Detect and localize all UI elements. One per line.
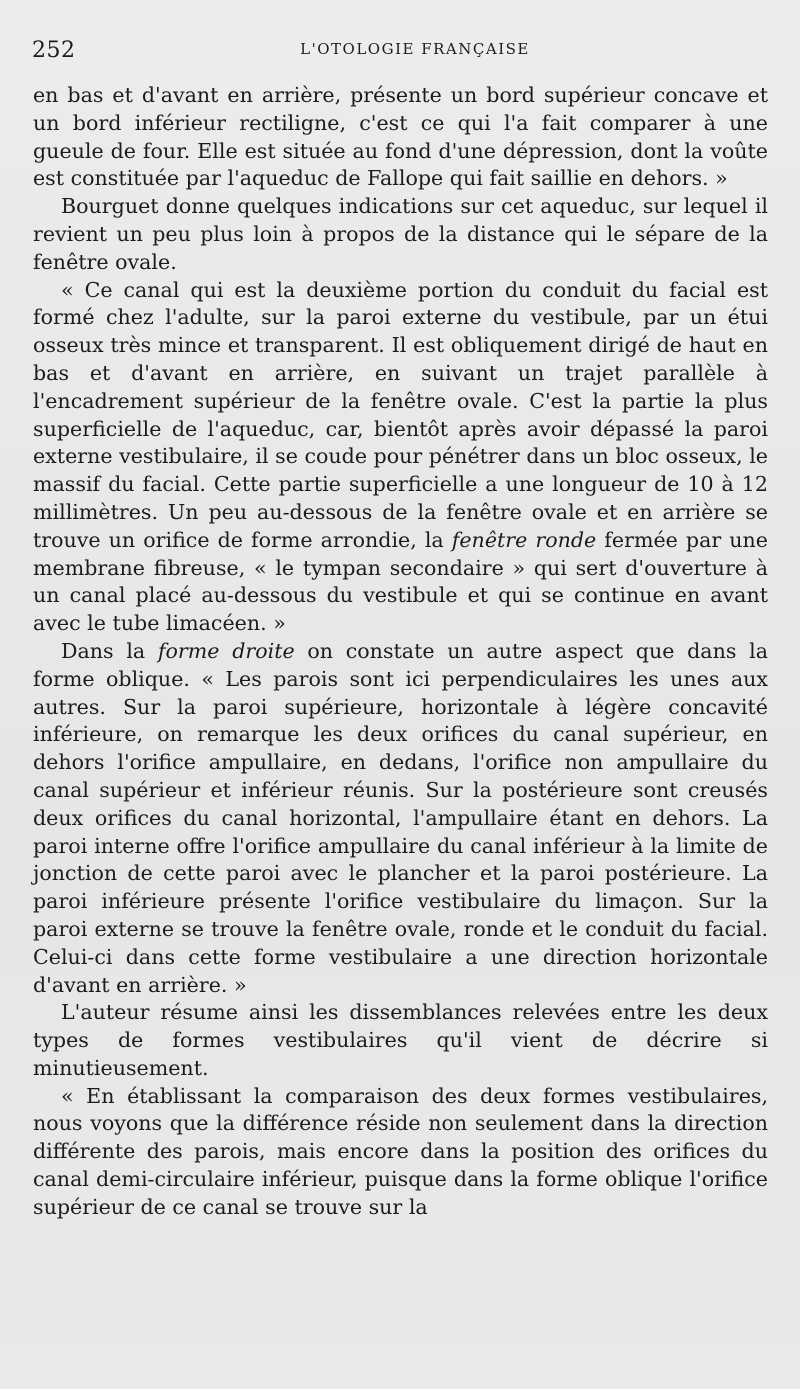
text-segment: Bourguet donne quelques indications sur cet aqueduc, sur lequel il revient un peu plus loin à propos de la distance qui le sépare de la fenêtre ovale. — [33, 194, 768, 274]
paragraph-5 — [33, 999, 768, 1082]
italic-term: forme droite — [157, 638, 295, 663]
page-number: 252 — [32, 38, 76, 63]
running-head: L'OTOLOGIE FRANÇAISE — [300, 40, 530, 58]
paragraph-1 — [33, 82, 768, 193]
paragraph-3 — [33, 277, 768, 638]
text-segment: en bas et d'avant en arrière, présente un bord supérieur concave et un bord inférieur rectiligne, c'est ce qui l'a fait comparer à une gueule de four. Elle est située au fond d'une dépression, dont la voûte est constituée par l'aqueduc de Fallope qui fait saillie en dehors. » — [33, 83, 768, 191]
text-segment: fermée par une membrane fibreuse, « le tympan secondaire » qui sert d'ouverture à un canal placé au-dessous du vestibule et qui se continue en avant avec le tube limacéen. » — [33, 527, 768, 636]
text-segment: Dans la — [61, 638, 158, 663]
paragraph-4 — [33, 638, 768, 999]
page-header — [32, 34, 768, 68]
italic-term: fenêtre ronde — [451, 527, 597, 552]
body-text — [33, 82, 768, 1222]
paragraph-6 — [33, 1083, 768, 1222]
text-segment: « Ce canal qui est la deuxième portion du conduit du facial est formé chez l'adulte, sur la paroi externe du vestibule, par un étui osseux très mince et transparent. Il est obliquement dirigé de haut en bas et d'avant en arrière, en suivant un trajet parallèle à l'encadrement supérieur de la fenêtre ovale. C'est la partie la plus superficielle de l'aqueduc, car, bientôt après avoir dépassé la paroi externe vestibulaire, il se coude pour pénétrer dans un bloc osseux, le massif du facial. Cette partie superficielle a une longueur de 10 à 12 millimètres. Un peu au-dessous de la fenêtre ovale et en arrière se trouve un orifice de forme arrondie, la — [33, 277, 768, 552]
text-segment: L'auteur résume ainsi les dissemblances relevées entre les deux types de formes vestibulaires qu'il vient de décrire si minutieusement. — [33, 1000, 768, 1080]
text-segment: « En établissant la comparaison des deux formes vestibulaires, nous voyons que la différence réside non seulement dans la direction différente des parois, mais encore dans la position des orifices du canal demi-circulaire inférieur, puisque dans la forme oblique l'orifice supérieur de ce canal se trouve sur la — [33, 1083, 768, 1219]
text-segment: on constate un autre aspect que dans la forme oblique. « Les parois sont ici perpendiculaires les unes aux autres. Sur la paroi supérieure, horizontale à légère concavité inférieure, on remarque les deux orifices du canal supérieur, en dehors l'orifice ampullaire, en dedans, l'orifice non ampullaire du canal supérieur et inférieur réunis. Sur la postérieure sont creusés deux orifices du canal horizontal, l'ampullaire étant en dehors. La paroi interne offre l'orifice ampullaire du canal inférieur à la limite de jonction de cette paroi avec le plancher et la paroi postérieure. La paroi inférieure présente l'orifice vestibulaire du limaçon. Sur la paroi externe se trouve la fenêtre ovale, ronde et le conduit du facial. Celui-ci dans cette forme vestibulaire a une direction horizontale d'avant en arrière. » — [33, 638, 768, 997]
paragraph-2 — [33, 193, 768, 276]
